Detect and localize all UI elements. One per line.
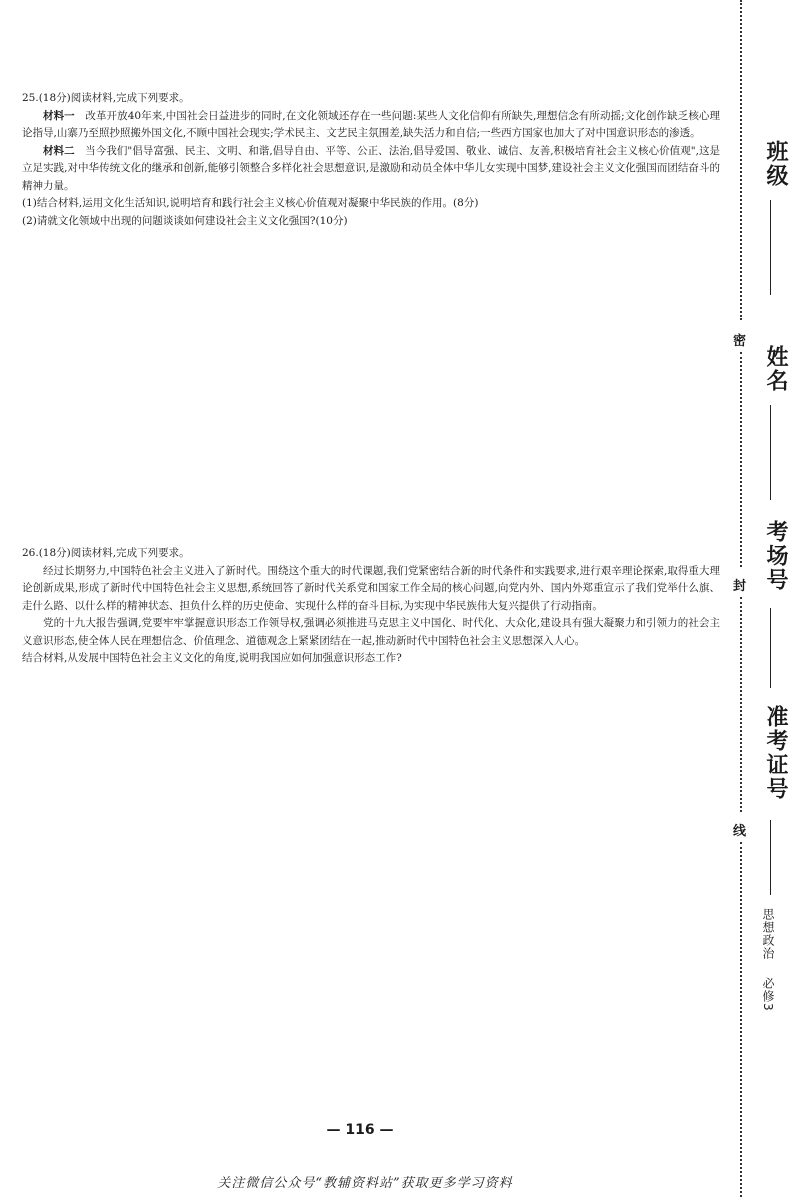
question-25-heading: 25.(18分)阅读材料,完成下列要求。 xyxy=(22,92,190,104)
material-2-label: 材料二 xyxy=(43,144,75,157)
seal-mark-feng: 封 xyxy=(733,579,747,594)
question-26-paragraph-2: 党的十九大报告强调,党要牢牢掌握意识形态工作领导权,强调必须推进马克思主义中国化、时代化、大众化,建设具有强大凝聚力和引领力的社会主义意识形态,使全体人民在理想信念、价值理念、道德观念上紧紧团结在一起,推动新时代中国特色社会主义思想深入人心。 xyxy=(22,617,720,647)
seal-dotted-line-top xyxy=(740,0,742,320)
admission-number-underline xyxy=(770,820,771,895)
class-underline xyxy=(770,200,771,295)
question-26-heading: 26.(18分)阅读材料,完成下列要求。 xyxy=(22,547,190,559)
footer-note: 关注微信公众号“教辅资料站”获取更多学习资料 xyxy=(217,1176,513,1191)
material-1-label: 材料一 xyxy=(43,109,75,122)
name-label: 姓名 xyxy=(763,345,788,393)
sub-question-1: (1)结合材料,运用文化生活知识,说明培育和践行社会主义核心价值观对凝聚中华民族的作用。(8分) xyxy=(22,197,479,209)
material-2 xyxy=(22,143,720,196)
subject-label xyxy=(760,908,777,1011)
seal-dotted-line-bottom xyxy=(740,842,742,1197)
page-number: — 116 — xyxy=(326,1122,394,1138)
seal-mark-xian: 线 xyxy=(733,824,747,839)
sub-question-2: (2)请就文化领域中出现的问题谈谈如何建设社会主义文化强国?(10分) xyxy=(22,214,348,227)
question-26 xyxy=(22,545,720,668)
name-underline xyxy=(770,405,771,500)
material-1-text: 改革开放40年来,中国社会日益进步的同时,在文化领域还存在一些问题:某些人文化信仰有所缺失,理想信念有所动摇;文化创作缺乏核心理论指导,山寨乃至照抄照搬外国文化,不顾中国社会现实;学术民主、文艺民主氛围差,缺失活力和自信;一些西方国家也加大了对中国意识形态的渗透。 xyxy=(22,109,720,139)
admission-number-label: 准考证号 xyxy=(763,705,788,801)
subject-name: 思想政治 xyxy=(761,908,775,960)
class-label: 班级 xyxy=(763,140,788,188)
exam-room-underline xyxy=(770,608,771,688)
exam-room-field[interactable] xyxy=(752,520,792,592)
seal-dotted-line-mid-1 xyxy=(740,352,742,567)
seal-dotted-line-mid-2 xyxy=(740,597,742,812)
question-26-task: 结合材料,从发展中国特色社会主义文化的角度,说明我国应如何加强意识形态工作? xyxy=(22,652,402,664)
class-field[interactable] xyxy=(752,140,792,188)
name-field[interactable] xyxy=(752,345,792,393)
question-26-paragraph-1: 经过长期努力,中国特色社会主义进入了新时代。围绕这个重大的时代课题,我们党紧密结合新的时代条件和实践要求,进行艰辛理论探索,取得重大理论创新成果,形成了新时代中国特色社会主义思想,系统回答了新时代关系党和国家工作全局的核心问题,向党内外、国内外郑重宣示了我们党举什么旗、走什么路、以什么样的精神状态、担负什么样的历史使命、实现什么样的奋斗目标,为实现中华民族伟大复兴提供了行动指南。 xyxy=(22,564,720,612)
subject-volume: 必修3 xyxy=(761,976,775,1012)
material-1 xyxy=(22,108,720,143)
seal-mark-mi: 密 xyxy=(733,334,747,349)
material-2-text: 当今我们"倡导富强、民主、文明、和谐,倡导自由、平等、公正、法治,倡导爱国、敬业、诚信、友善,积极培育社会主义核心价值观",这是立足实践,对中华传统文化的继承和创新,能够引领整合多样化社会思想意识,是激励和动员全体中华儿女实现中国梦,建设社会主义文化强国而团结奋斗的精神力量。 xyxy=(22,144,720,192)
admission-number-field[interactable] xyxy=(752,705,792,801)
question-25 xyxy=(22,90,720,230)
exam-room-label: 考场号 xyxy=(763,520,788,592)
